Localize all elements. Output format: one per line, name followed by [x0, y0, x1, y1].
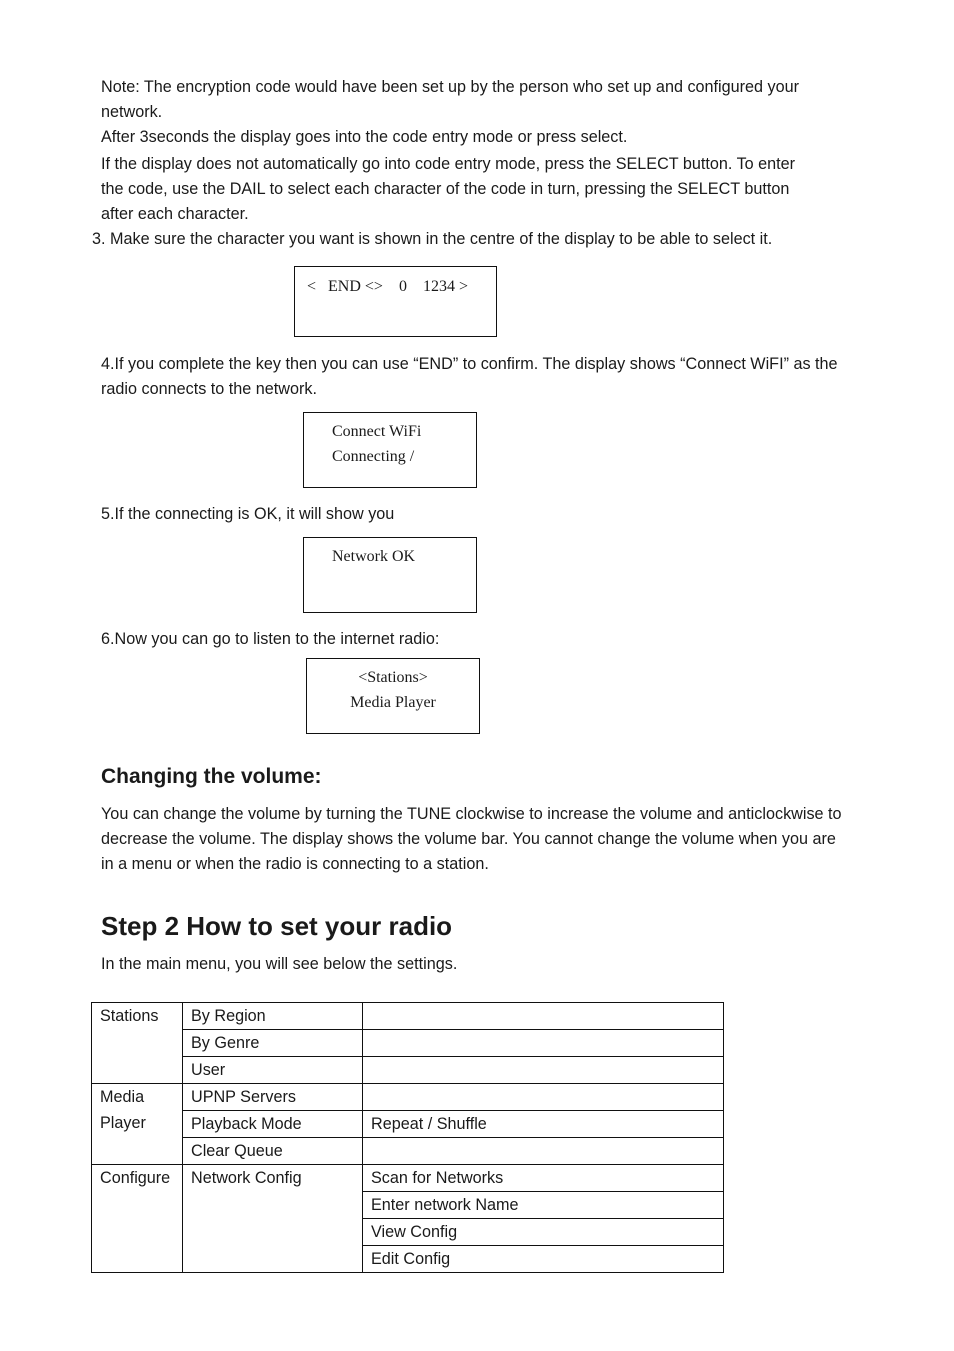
volume-line-2: decrease the volume. The display shows the volume bar. You cannot change the volume when you are [101, 830, 836, 848]
edit-config-cell: Edit Config [363, 1246, 724, 1273]
table-row [92, 1084, 724, 1111]
step-3-text: 3. Make sure the character you want is shown in the centre of the display to be able to select it. [92, 230, 773, 248]
configure-cell: Configure [92, 1165, 183, 1273]
step-2-heading: Step 2 How to set your radio [101, 911, 453, 941]
table-row [92, 1057, 724, 1084]
connect-wifi-text: Connect WiFi [332, 423, 422, 440]
step-4-line-1: 4.If you complete the key then you can use “END” to confirm. The display shows “Connect WiFI” as the [101, 355, 838, 373]
table-row [92, 1138, 724, 1165]
network-config-cell: Network Config [183, 1165, 363, 1273]
media-player-text: Media Player [350, 694, 436, 711]
media-player-cell [92, 1084, 183, 1165]
media-player-label-1: Media [100, 1088, 145, 1106]
repeat-shuffle-cell: Repeat / Shuffle [363, 1111, 724, 1138]
view-config-cell: View Config [363, 1219, 724, 1246]
volume-line-1: You can change the volume by turning the TUNE clockwise to increase the volume and anticlockwise to [101, 805, 842, 823]
code-entry-text: < END <> 0 1234 > [307, 278, 468, 295]
table-row [92, 1111, 724, 1138]
main-menu-table [91, 1002, 724, 1273]
empty-cell [363, 1030, 724, 1057]
stations-cell: Stations [92, 1003, 183, 1084]
volume-heading: Changing the volume: [101, 765, 322, 788]
scan-networks-cell: Scan for Networks [363, 1165, 724, 1192]
playback-mode-cell: Playback Mode [183, 1111, 363, 1138]
code-entry-display [294, 266, 497, 337]
if-not-line-1: If the display does not automatically go into code entry mode, press the SELECT button. To enter [101, 155, 796, 173]
network-ok-display [303, 537, 477, 613]
user-cell: User [183, 1057, 363, 1084]
if-not-line-3: after each character. [101, 205, 249, 223]
enter-network-name-cell: Enter network Name [363, 1192, 724, 1219]
by-genre-cell: By Genre [183, 1030, 363, 1057]
connect-wifi-display [303, 412, 477, 488]
connecting-text: Connecting / [332, 448, 415, 465]
note-line-2: network. [101, 103, 163, 121]
upnp-servers-cell: UPNP Servers [183, 1084, 363, 1111]
empty-cell [363, 1003, 724, 1030]
empty-cell [363, 1138, 724, 1165]
empty-cell [363, 1084, 724, 1111]
step-5-text: 5.If the connecting is OK, it will show you [101, 505, 395, 523]
media-player-label-2: Player [100, 1114, 146, 1132]
step-2-intro: In the main menu, you will see below the settings. [101, 955, 458, 973]
step-6-text: 6.Now you can go to listen to the internet radio: [101, 630, 440, 648]
table-row [92, 1030, 724, 1057]
clear-queue-cell: Clear Queue [183, 1138, 363, 1165]
table-row [92, 1003, 724, 1030]
volume-line-3: in a menu or when the radio is connecting to a station. [101, 855, 489, 873]
note-line-1: Note: The encryption code would have been set up by the person who set up and configured your [101, 78, 800, 96]
step-4-line-2: radio connects to the network. [101, 380, 317, 398]
stations-display [306, 658, 480, 734]
if-not-line-2: the code, use the DAIL to select each character of the code in turn, pressing the SELECT button [101, 180, 790, 198]
by-region-cell: By Region [183, 1003, 363, 1030]
network-ok-text: Network OK [332, 548, 416, 565]
after-seconds-line: After 3seconds the display goes into the code entry mode or press select. [101, 128, 628, 146]
stations-text: <Stations> [358, 669, 428, 686]
empty-cell [363, 1057, 724, 1084]
table-row [92, 1165, 724, 1192]
